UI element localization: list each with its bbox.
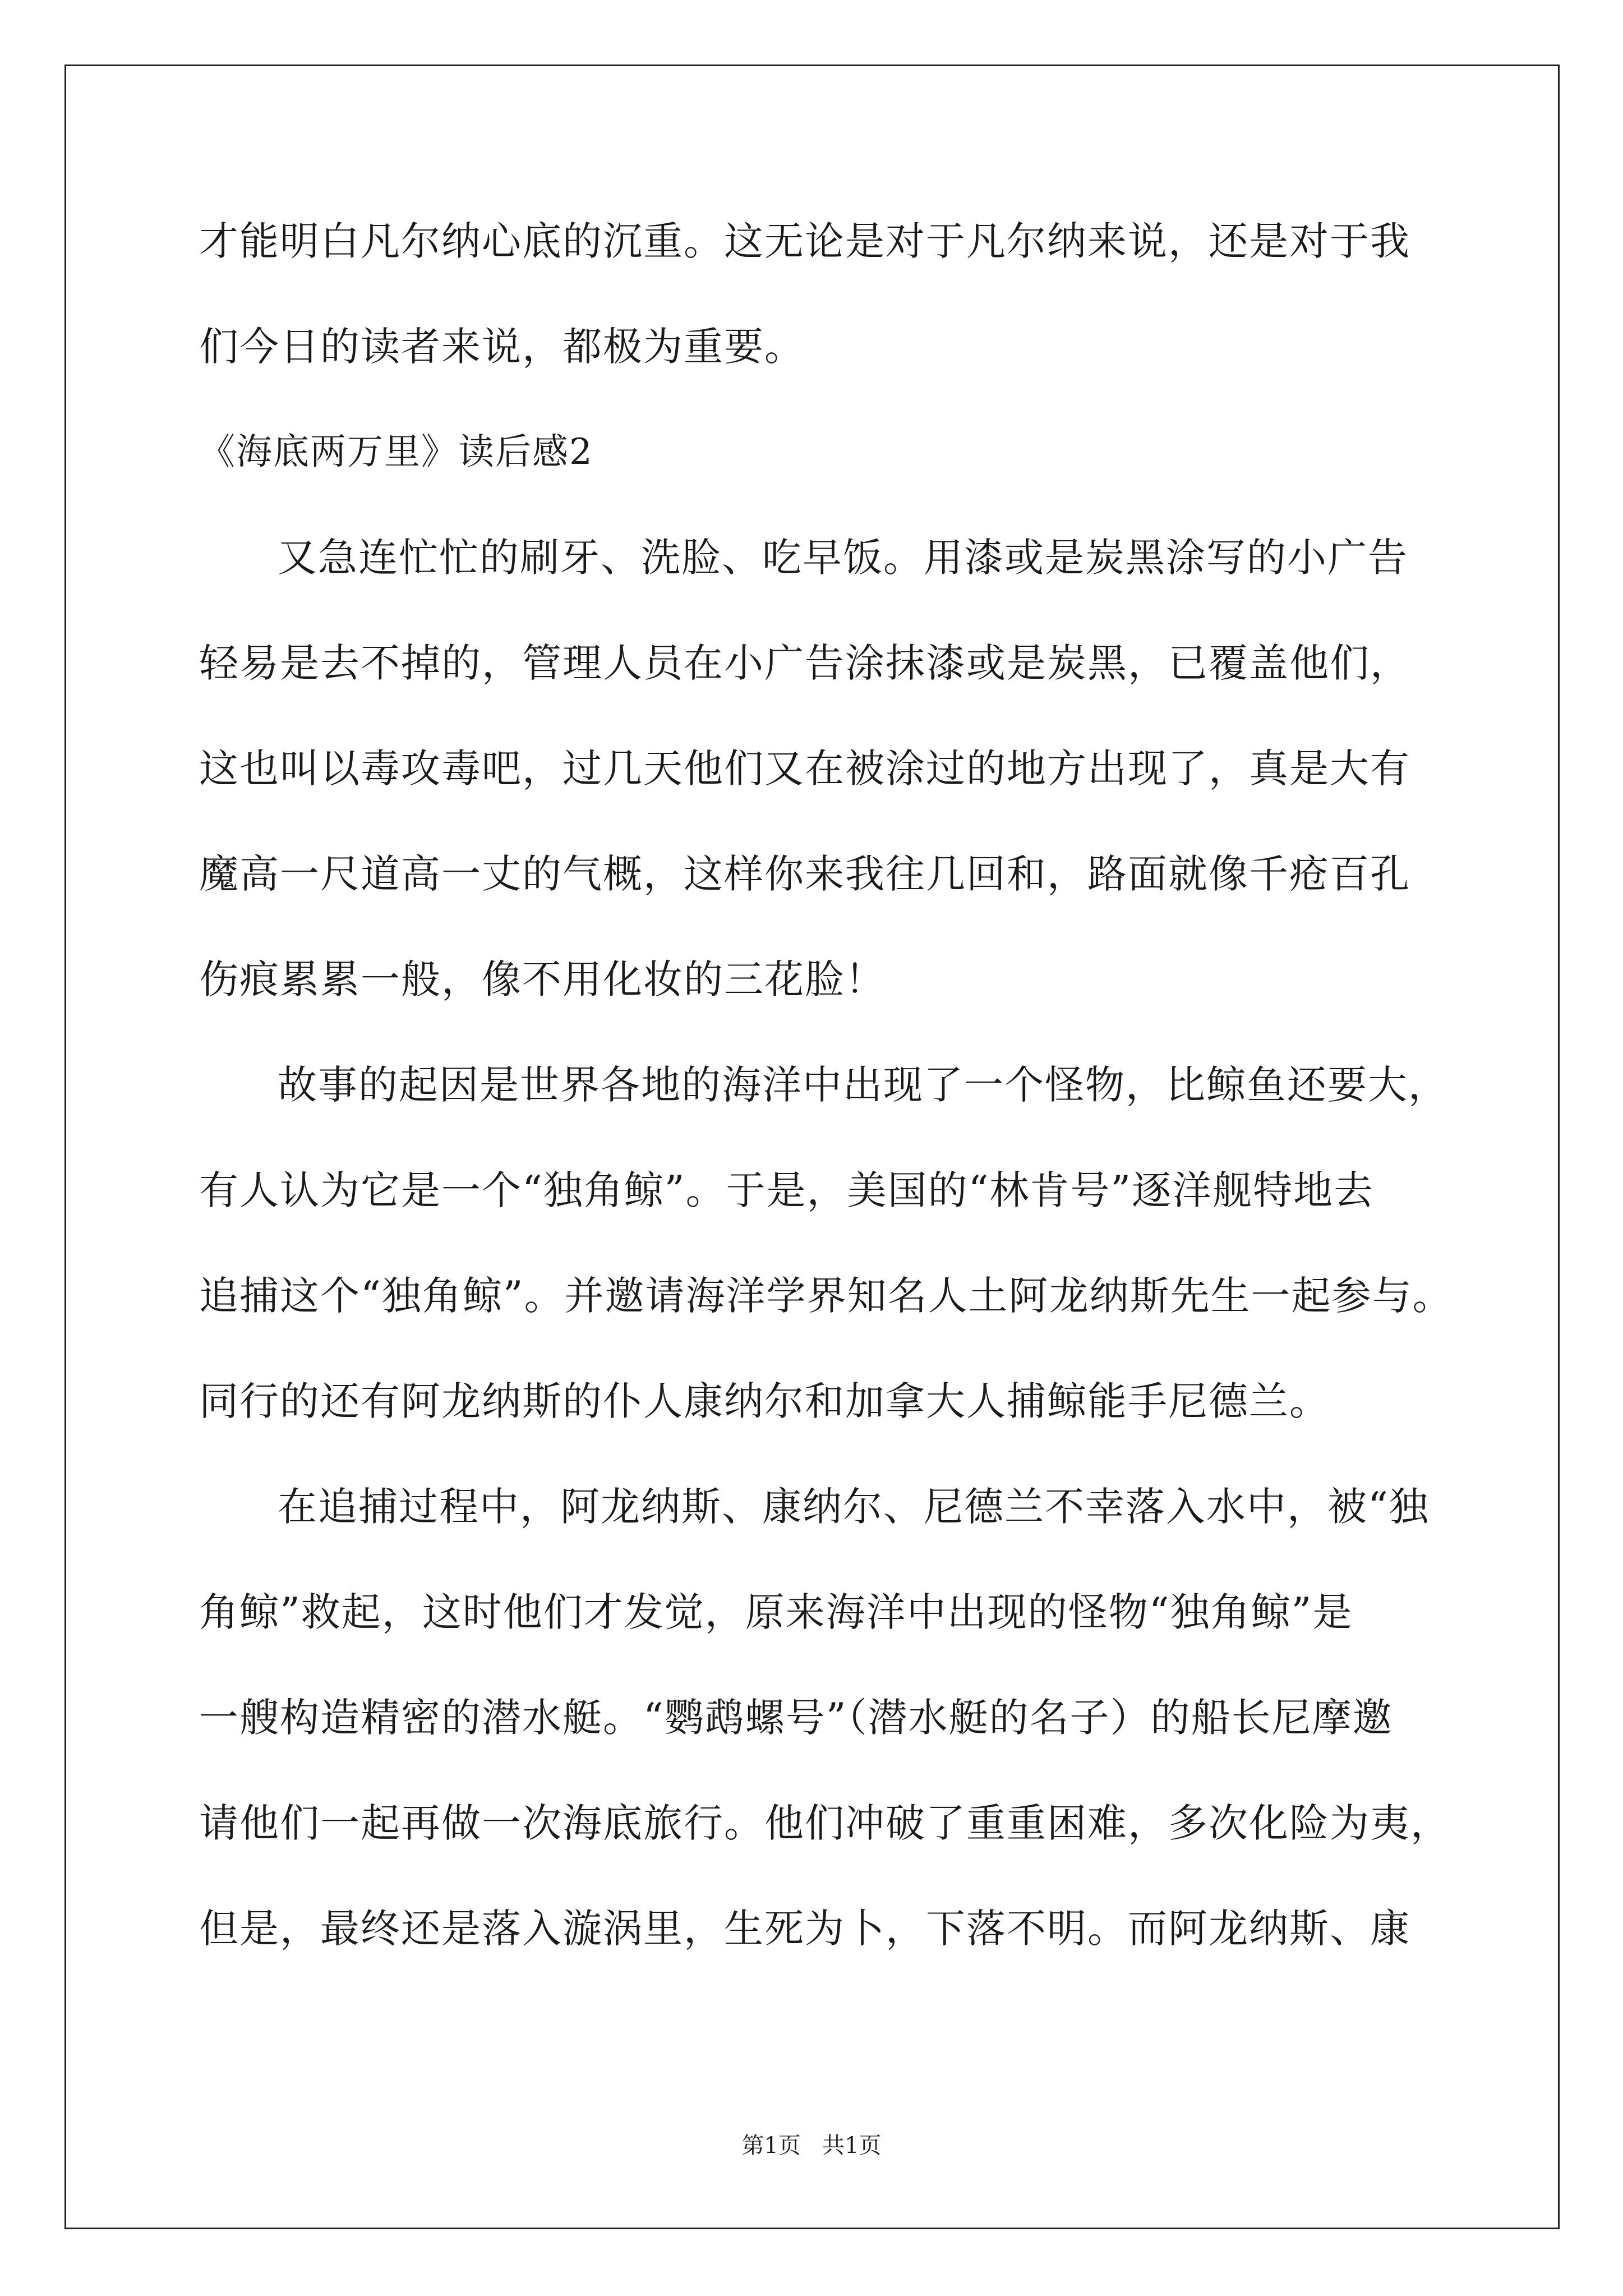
paragraph-line: 请他们一起再做一次海底旅行。他们冲破了重重困难，多次化险为夷， [199, 1800, 1451, 1846]
paragraph-line: 同行的还有阿龙纳斯的仆人康纳尔和加拿大人捕鲸能手尼德兰。 [199, 1378, 1330, 1424]
paragraph-line: 角鲸”救起，这时他们才发觉，原来海洋中出现的怪物“独角鲸”是 [199, 1589, 1353, 1635]
paragraph-line: 故事的起因是世界各地的海洋中出现了一个怪物，比鲸鱼还要大， [278, 1062, 1449, 1108]
section-heading: 《海底两万里》读后感2 [199, 431, 593, 473]
page-number-footer: 第1页 共1页 [741, 2133, 882, 2159]
paragraph-line: 才能明白凡尔纳心底的沉重。这无论是对于凡尔纳来说，还是对于我 [199, 218, 1410, 264]
paragraph-line: 但是，最终还是落入漩涡里，生死为卜，下落不明。而阿龙纳斯、康 [199, 1906, 1410, 1952]
paragraph-line: 魔高一尺道高一丈的气概，这样你来我往几回和，路面就像千疮百孔 [199, 851, 1410, 897]
paragraph-line: 这也叫以毒攻毒吧，过几天他们又在被涂过的地方出现了，真是大有 [199, 746, 1410, 792]
paragraph-line: 一艘构造精密的潜水艇。“鹦鹉螺号”（潜水艇的名子）的船长尼摩邀 [199, 1695, 1393, 1741]
paragraph-line: 在追捕过程中，阿龙纳斯、康纳尔、尼德兰不幸落入水中，被“独 [278, 1484, 1430, 1530]
paragraph-line: 们今日的读者来说，都极为重要。 [199, 324, 805, 370]
paragraph-line: 又急连忙忙的刷牙、洗脸、吃早饭。用漆或是炭黑涂写的小广告 [278, 535, 1408, 581]
paragraph-line: 伤痕累累一般，像不用化妆的三花脸！ [199, 956, 886, 1002]
paragraph-line: 追捕这个“独角鲸”。并邀请海洋学界知名人土阿龙纳斯先生一起参与。 [199, 1273, 1453, 1319]
paragraph-line: 轻易是去不掉的，管理人员在小广告涂抹漆或是炭黑，已覆盖他们， [199, 640, 1410, 686]
paragraph-line: 有人认为它是一个“独角鲸”。于是，美国的“林肯号”逐洋舰特地去 [199, 1167, 1375, 1213]
